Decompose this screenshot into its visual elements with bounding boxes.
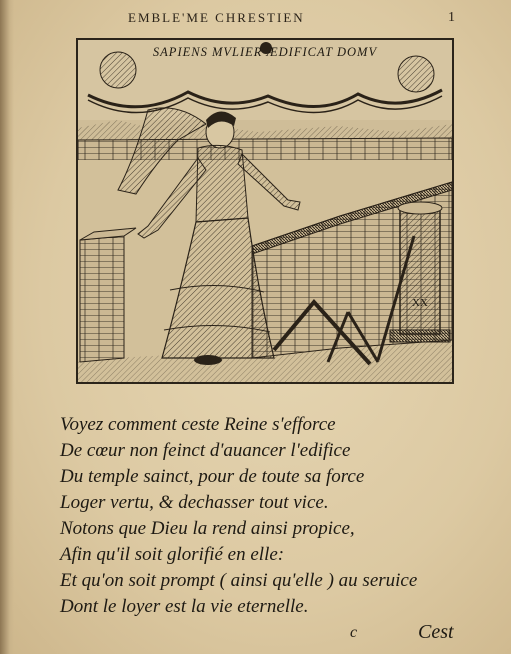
verse-line: Afin qu'il soit glorifié en elle:	[60, 544, 285, 565]
verse-line: Notons que Dieu la rend ainsi propice,	[60, 518, 355, 539]
page-header	[0, 8, 511, 32]
emblem-engraving	[76, 38, 454, 384]
verse-line: Du temple sainct, pour de toute sa force	[60, 466, 365, 487]
verse-line: Et qu'on soit prompt ( ainsi qu'elle ) au seruice	[60, 570, 418, 591]
column-inscription: XX	[412, 297, 428, 309]
verse-line: Dont le loyer est la vie eternelle.	[60, 596, 309, 617]
signature-mark: c	[350, 624, 358, 641]
page-number: 1	[448, 10, 455, 25]
verse-block	[60, 412, 480, 620]
page-gutter-shadow	[0, 0, 14, 654]
running-title: EMBLE'ME CHRESTIEN	[128, 10, 305, 25]
emblem-motto: SAPIENS MVLIER ÆDIFICAT DOMV	[152, 45, 378, 59]
verse-line: Voyez comment ceste Reine s'efforce	[60, 414, 336, 435]
verse-line: Loger vertu, & dechasser tout vice.	[60, 492, 329, 513]
catchword: Cest	[418, 621, 454, 643]
engraving-illustration	[78, 40, 452, 382]
verse-line: De cœur non feinct d'auancer l'edifice	[60, 440, 351, 461]
